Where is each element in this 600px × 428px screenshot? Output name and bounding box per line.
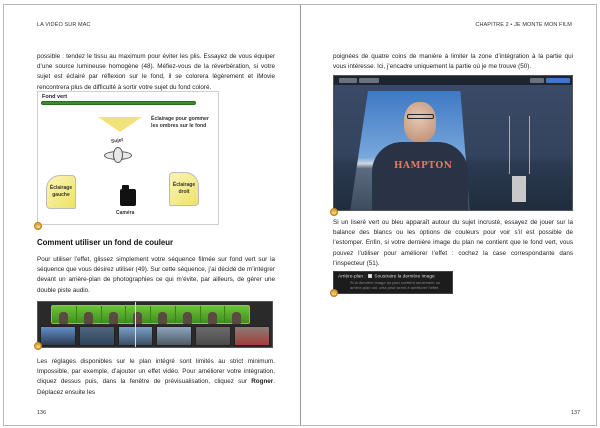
subject-body	[372, 142, 468, 211]
photo-clip	[234, 326, 270, 346]
green-backdrop	[41, 101, 196, 105]
page-number: 137	[571, 410, 581, 416]
subject-head	[404, 102, 436, 142]
fit-button[interactable]	[339, 78, 357, 83]
book-spread	[3, 4, 597, 426]
left-light-icon: Éclairage gauche	[46, 175, 76, 209]
background-label: Arrière-plan :	[338, 274, 366, 280]
pier-pylon	[512, 176, 526, 202]
imovie-timeline	[37, 301, 273, 348]
figure-callout: 48	[35, 224, 41, 229]
preview-toolbar	[334, 76, 572, 85]
glasses	[407, 114, 434, 119]
crop-button[interactable]	[359, 78, 379, 83]
playhead	[135, 302, 136, 347]
green-screen-diagram	[37, 91, 219, 225]
paragraph: Si un liseré vert ou bleu apparaît autour du sujet incrusté, essayez de jouer sur la balance des blancs ou les options de couleurs pour voir s’il est possible de l’estomper. Enfin, si votre dernière image du plan ne contient que le fond vert, vous pouvez l’utiliser pour améliorer l’effet : cochez la case correspondante dans l’inspecteur (51).	[333, 219, 573, 267]
photo-clip	[40, 326, 76, 346]
done-button[interactable]	[546, 78, 570, 83]
top-light-label: Éclairage pour gommer les ombres sur le fond	[151, 116, 209, 129]
subject-label: Sujet	[110, 137, 124, 145]
running-head: CHAPITRE 2 • JE MONTE MON FILM	[475, 22, 572, 28]
camera-label: Caméra	[116, 210, 135, 216]
figure-callout: 51	[331, 291, 337, 296]
photo-clip	[195, 326, 231, 346]
hint-text: Si la dernière image du plan contient seulement un	[350, 280, 441, 286]
running-head: LA VIDÉO SUR MAC	[37, 22, 91, 28]
paragraph: poignées de quatre coins de manière à limiter la zone d’intégration à la partie qui vous intéresse. Ici, j’encadre uniquement la partie où je me trouve (50).	[333, 53, 573, 71]
camera-icon	[120, 189, 136, 206]
hint-text: arrière-plan uni, cela peut servir à améliorer l’effet.	[350, 285, 440, 291]
page-number: 136	[37, 410, 47, 416]
green-screen-clip	[51, 305, 250, 324]
subject-icon	[104, 147, 132, 163]
shirt-text: HAMPTON	[394, 161, 453, 171]
inspector-panel	[333, 271, 453, 294]
top-light-icon	[98, 117, 142, 132]
photo-clip	[156, 326, 192, 346]
paragraph: Les réglages disponibles sur le plan intégré sont limités au strict minimum. Impossible, par exemple, d’ajouter un effet vidéo. Pour améliorer votre intégration, cliquez dessus puis, dans la fenêtre de prévisualisation, cliquez sur Rogner. Déplacez ensuite les	[37, 358, 275, 396]
video-preview	[333, 75, 573, 211]
right-page	[301, 5, 598, 425]
section-heading: Comment utiliser un fond de couleur	[37, 238, 174, 247]
checkbox-label: Soustraire la dernière image	[374, 274, 435, 280]
figure-callout: 49	[35, 344, 41, 349]
background-photo-track	[40, 326, 270, 346]
left-page	[4, 5, 301, 425]
figure-callout: 50	[331, 210, 337, 215]
right-light-icon: Éclairage droit	[169, 172, 199, 206]
subtract-last-frame-checkbox[interactable]	[368, 274, 372, 278]
photo-clip	[79, 326, 115, 346]
paragraph: Pour utiliser l’effet, glissez simplement votre séquence filmée sur fond vert sur la séquence que vous désirez utiliser (49). Sur cette séquence, j’ai décidé de m’intégrer devant un arrière-plan de photographies ce qui m’évite, par ailleurs, de gérer une double piste audio.	[37, 256, 275, 294]
paragraph: possible : tendez le tissu au maximum pour éviter les plis. Essayez de vous équiper d’une source lumineuse homogène (48). Méfiez-vous de la réverbération, si votre sujet est éclairé par réflexion sur le fond, il se colorera légèrement et iMovie rencontrera plus de difficulté à sortir votre sujet du fond coloré.	[37, 53, 275, 91]
diagram-title: Fond vert	[42, 94, 68, 100]
rotate-button[interactable]	[530, 78, 544, 83]
